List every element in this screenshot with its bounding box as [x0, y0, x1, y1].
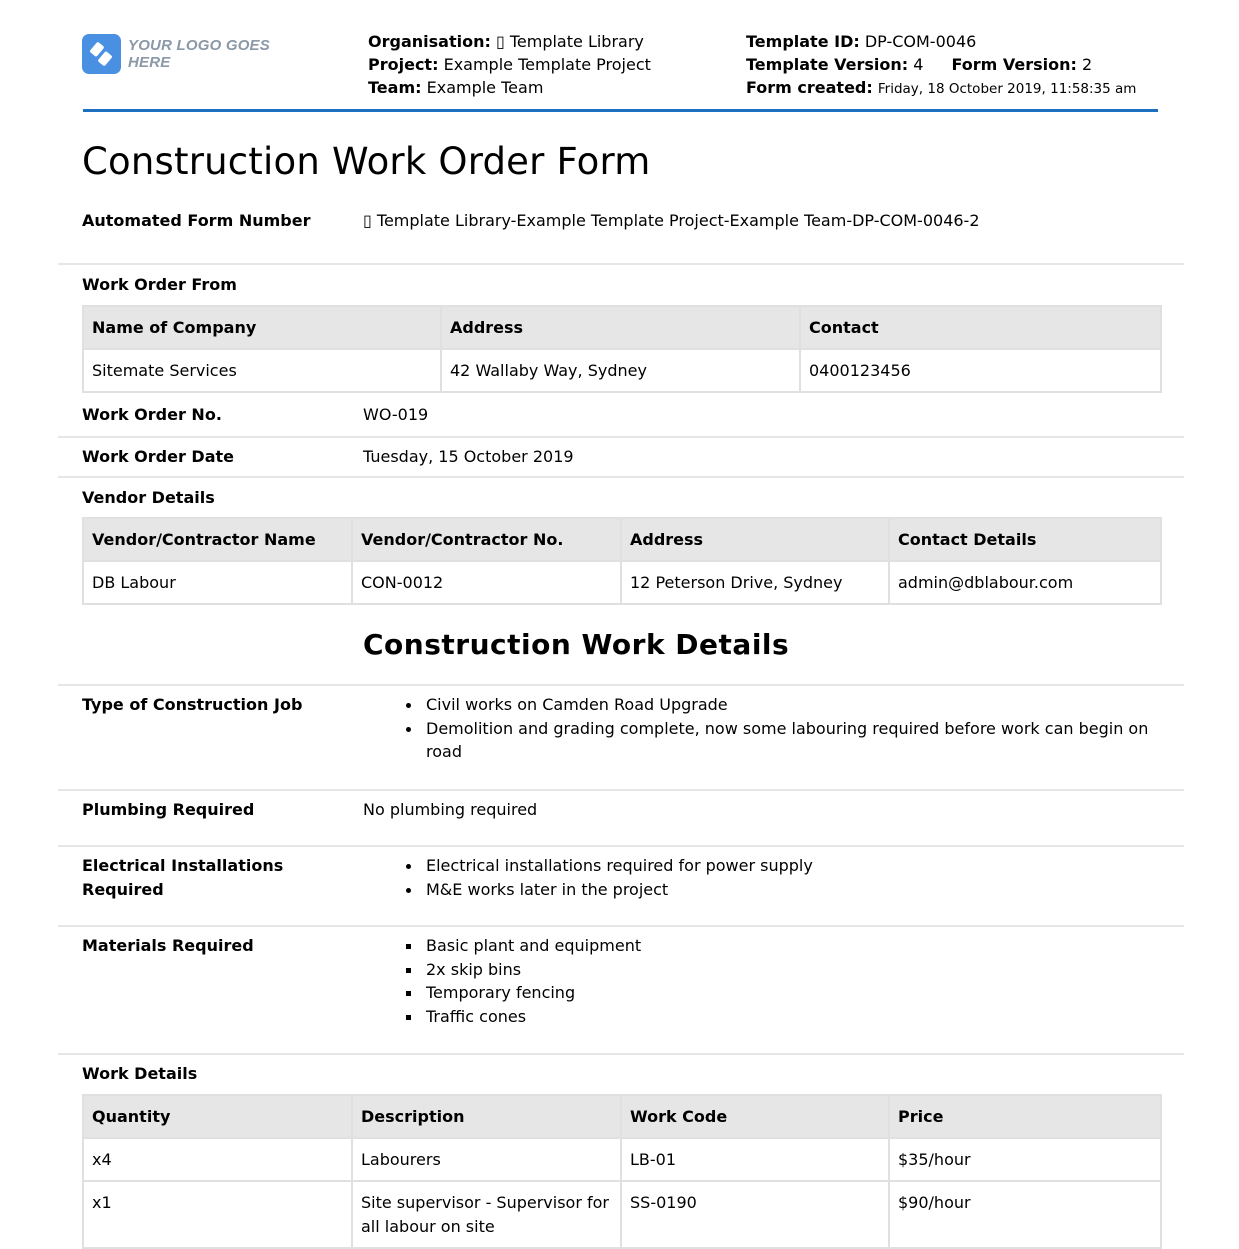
- table-cell: Labourers: [352, 1138, 621, 1181]
- column-header: Address: [441, 306, 800, 349]
- work-order-no-value: WO-019: [363, 405, 429, 424]
- section-title: Construction Work Details: [363, 628, 790, 661]
- column-header: Address: [621, 518, 889, 561]
- table-cell: 42 Wallaby Way, Sydney: [441, 349, 800, 392]
- header-project-info: [368, 30, 651, 99]
- table-cell: admin@dblabour.com: [889, 561, 1161, 604]
- table-cell: x1: [83, 1181, 352, 1248]
- divider: [58, 1053, 1184, 1055]
- list-item: M&E works later in the project: [426, 878, 1156, 902]
- divider: [58, 684, 1184, 686]
- work-order-date-value: Tuesday, 15 October 2019: [363, 447, 574, 466]
- form-created-value: Friday, 18 October 2019, 11:58:35 am: [877, 81, 1137, 97]
- form-version-label: Form Version:: [951, 55, 1077, 74]
- work-details-label: Work Details: [82, 1064, 198, 1083]
- table-row: [83, 1181, 1161, 1248]
- work-order-from-table: [82, 305, 1162, 393]
- form-version-value: 2: [1081, 55, 1093, 74]
- type-of-job-list: [363, 693, 1156, 764]
- vendor-details-label: Vendor Details: [82, 488, 215, 507]
- table-cell: 12 Peterson Drive, Sydney: [621, 561, 889, 604]
- table-row: [83, 561, 1161, 604]
- column-header: Contact: [800, 306, 1161, 349]
- work-order-no-label: Work Order No.: [82, 405, 222, 424]
- template-version-label: Template Version:: [746, 55, 909, 74]
- plumbing-label: Plumbing Required: [82, 800, 255, 819]
- column-header: Price: [889, 1095, 1161, 1138]
- table-row: [83, 349, 1161, 392]
- work-details-table: [82, 1094, 1162, 1249]
- form-created-label: Form created:: [746, 78, 873, 97]
- automated-form-number-value: ▯ Template Library-Example Template Project-Example Team-DP-COM-0046-2: [363, 211, 980, 230]
- list-item: Demolition and grading complete, now some labouring required before work can begin on road: [426, 717, 1156, 764]
- materials-list: [363, 934, 1156, 1028]
- team-value: Example Team: [426, 78, 544, 97]
- column-header: Name of Company: [83, 306, 441, 349]
- table-cell: CON-0012: [352, 561, 621, 604]
- automated-form-number-label: Automated Form Number: [82, 211, 311, 230]
- table-row: [83, 1138, 1161, 1181]
- table-cell: 0400123456: [800, 349, 1161, 392]
- project-value: Example Template Project: [443, 55, 651, 74]
- template-id-value: DP-COM-0046: [864, 32, 977, 51]
- template-id-label: Template ID:: [746, 32, 860, 51]
- page-title: Construction Work Order Form: [82, 140, 651, 183]
- table-cell: x4: [83, 1138, 352, 1181]
- work-order-date-label: Work Order Date: [82, 447, 235, 466]
- column-header: Quantity: [83, 1095, 352, 1138]
- divider: [58, 436, 1184, 438]
- column-header: Work Code: [621, 1095, 889, 1138]
- header-divider: [83, 109, 1158, 112]
- table-cell: Site supervisor - Supervisor for all labour on site: [352, 1181, 621, 1248]
- company-logo: [82, 32, 312, 76]
- divider: [58, 263, 1184, 265]
- column-header: Vendor/Contractor Name: [83, 518, 352, 561]
- electrical-label: Electrical Installations Required: [82, 856, 284, 899]
- type-of-job-label: Type of Construction Job: [82, 695, 303, 714]
- template-version-value: 4: [913, 55, 924, 74]
- table-cell: SS-0190: [621, 1181, 889, 1248]
- header-template-info: [746, 30, 1136, 101]
- column-header: Contact Details: [889, 518, 1161, 561]
- materials-label: Materials Required: [82, 936, 254, 955]
- table-cell: $90/hour: [889, 1181, 1161, 1248]
- plumbing-value: No plumbing required: [363, 800, 538, 819]
- list-item: Temporary fencing: [426, 981, 1156, 1005]
- form-header: [82, 30, 1157, 110]
- column-header: Vendor/Contractor No.: [352, 518, 621, 561]
- divider: [58, 476, 1184, 478]
- column-header: Description: [352, 1095, 621, 1138]
- organisation-label: Organisation:: [368, 32, 491, 51]
- team-label: Team:: [368, 78, 422, 97]
- list-item: Electrical installations required for power supply: [426, 854, 1156, 878]
- project-label: Project:: [368, 55, 439, 74]
- list-item: Traffic cones: [426, 1005, 1156, 1029]
- table-cell: Sitemate Services: [83, 349, 441, 392]
- organisation-value: ▯ Template Library: [495, 32, 644, 51]
- work-order-from-label: Work Order From: [82, 275, 237, 294]
- list-item: Basic plant and equipment: [426, 934, 1156, 958]
- table-cell: LB-01: [621, 1138, 889, 1181]
- list-item: 2x skip bins: [426, 958, 1156, 982]
- vendor-details-table: [82, 517, 1162, 605]
- list-item: Civil works on Camden Road Upgrade: [426, 693, 1156, 717]
- divider: [58, 925, 1184, 927]
- table-cell: $35/hour: [889, 1138, 1161, 1181]
- electrical-list: [363, 854, 1156, 901]
- logo-text: YOUR LOGO GOES HERE: [127, 37, 270, 71]
- logo-mark-icon: [82, 34, 121, 74]
- divider: [58, 845, 1184, 847]
- divider: [58, 789, 1184, 791]
- table-cell: DB Labour: [83, 561, 352, 604]
